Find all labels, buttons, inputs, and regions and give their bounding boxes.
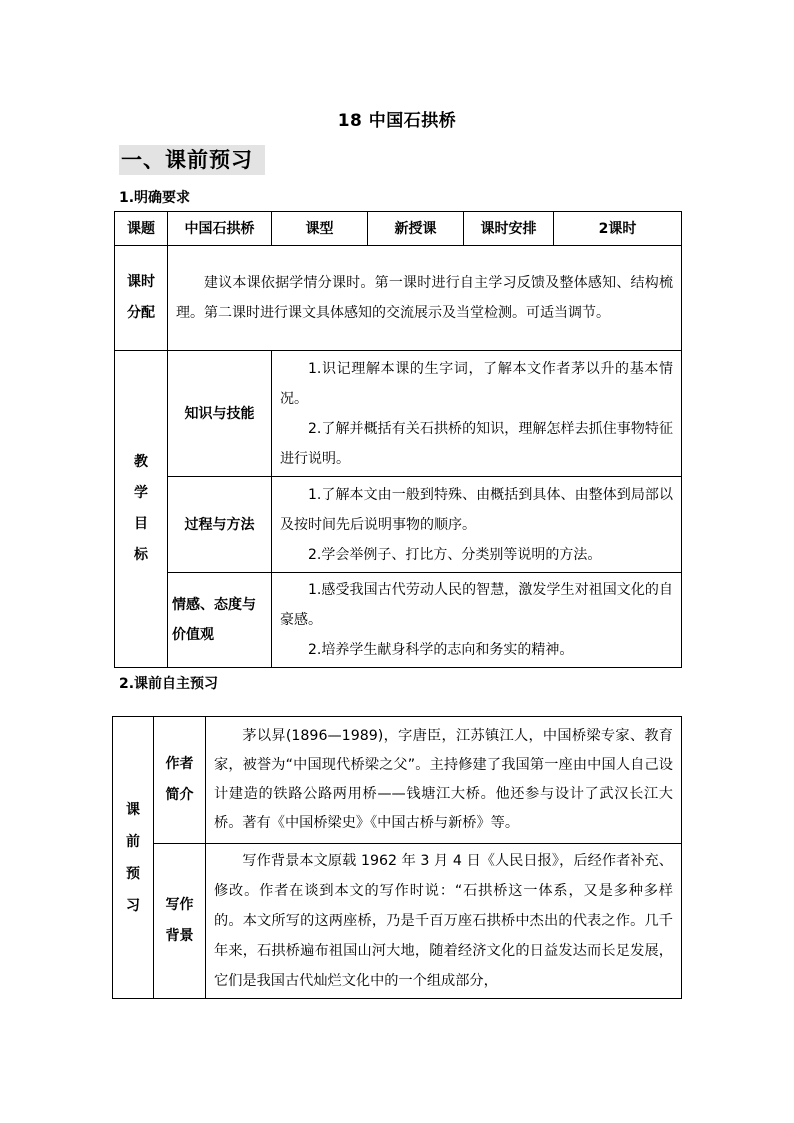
- page-title: 18 中国石拱桥: [337, 111, 457, 131]
- subheading-requirements: 1.明确要求: [119, 190, 191, 206]
- goal-process-text: 1.了解本文由一般到特殊、由概括到具体、由整体到局部以及按时间先后说明事物的顺序。 2.学会举例子、打比方、分类别等说明的方法。: [272, 477, 682, 573]
- requirements-table: [114, 211, 682, 668]
- allocation-text: 建议本课依据学情分课时。第一课时进行自主学习反馈及整体感知、结构梳理。第二课时进行课文具体感知的交流展示及当堂检测。可适当调节。: [168, 246, 682, 351]
- goal-knowledge-text: 1.识记理解本课的生字词，了解本文作者茅以升的基本情况。 2.了解并概括有关石拱桥的知识，理解怎样去抓住事物特征进行说明。: [272, 351, 682, 477]
- section-heading: 一、课前预习: [119, 145, 265, 175]
- preview-table: [112, 716, 682, 999]
- goal-emotion-text: 1.感受我国古代劳动人民的智慧，激发学生对祖国文化的自豪感。 2.培养学生献身科学的志向和务实的精神。: [272, 573, 682, 668]
- author-label: 作者 简介: [154, 717, 206, 844]
- schedule-value: 2课时: [554, 212, 682, 246]
- goal-process-label: 过程与方法: [168, 477, 272, 573]
- goal-knowledge-label: 知识与技能: [168, 351, 272, 477]
- type-label: 课型: [272, 212, 368, 246]
- goals-label: 教 学 目 标: [115, 351, 168, 668]
- type-value: 新授课: [368, 212, 464, 246]
- background-label: 写作 背景: [154, 844, 206, 999]
- author-text: 茅以昇(1896—1989)，字唐臣，江苏镇江人，中国桥梁专家、教育家，被誉为“中国现代桥梁之父”。主持修建了我国第一座由中国人自己设计建造的铁路公路两用桥——钱塘江大桥。他还参与设计了武汉长江大桥。著有《中国桥梁史》《中国古桥与新桥》等。: [206, 717, 682, 844]
- allocation-label: 课时 分配: [115, 246, 168, 351]
- subheading-preview: 2.课前自主预习: [119, 676, 219, 692]
- background-text: 写作背景本文原载 1962 年 3 月 4 日《人民日报》，后经作者补充、修改。作者在谈到本文的写作时说：“石拱桥这一体系，又是多种多样的。本文所写的这两座桥，乃是千百万座石拱桥中杰出的代表之作。几千年来，石拱桥遍布祖国山河大地，随着经济文化的日益发达而长足发展，它们是我国古代灿烂文化中的一个组成部分，: [206, 844, 682, 999]
- schedule-label: 课时安排: [464, 212, 554, 246]
- topic-value: 中国石拱桥: [168, 212, 272, 246]
- topic-label: 课题: [115, 212, 168, 246]
- preview-side-label: 课 前 预 习: [113, 717, 154, 999]
- goal-emotion-label: 情感、态度与价值观: [168, 573, 272, 668]
